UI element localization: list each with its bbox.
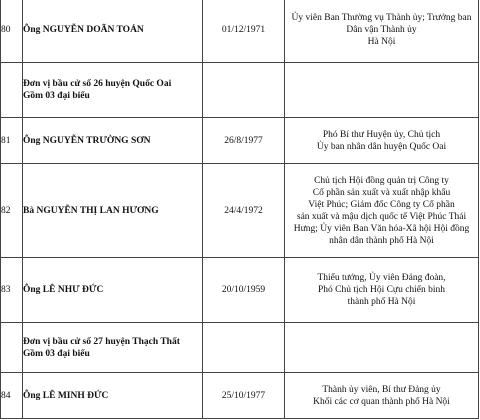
empty-cell <box>203 63 285 118</box>
empty-cell <box>285 63 479 118</box>
position-line: thành phố Hà Nội <box>347 297 416 307</box>
position-line: Phó Bí thư Huyện ủy, Chủ tịch <box>322 129 441 140</box>
position-line: Ủy ban nhân dân huyện Quốc Oai <box>316 141 447 152</box>
table-row <box>1 373 479 419</box>
delegate-position <box>285 373 479 419</box>
row-number: 84 <box>1 373 23 419</box>
position-line: Ủy viên Ban Thường vụ Thành ủy; Trưởng ban <box>291 13 472 23</box>
unit-line: Gồm 03 đại biểu <box>23 348 90 359</box>
delegate-name: Bà NGUYỄN THỊ LAN HƯƠNG <box>23 164 203 258</box>
delegate-name: Ông NGUYỄN DOÃN TOẢN <box>23 0 203 63</box>
position-line: Dân vận Thành ủy <box>346 25 417 35</box>
electoral-unit-heading <box>23 323 203 373</box>
position-line: Thành ủy viên, Bí thư Đảng ủy <box>322 384 441 395</box>
table-row <box>1 258 479 323</box>
unit-line: Gồm 03 đại biểu <box>23 91 90 101</box>
row-number: 83 <box>1 258 23 323</box>
empty-cell <box>1 323 23 373</box>
table-row <box>1 0 479 63</box>
position-line: Phó Chủ tịch Hội Cựu chiến binh <box>317 285 446 295</box>
delegate-position <box>285 118 479 164</box>
row-number: 81 <box>1 118 23 164</box>
table-row <box>1 164 479 258</box>
electoral-unit-heading <box>23 63 203 118</box>
position-line: Hà Nội <box>367 37 396 47</box>
delegate-position <box>285 258 479 323</box>
position-line: sản xuất và mậu dịch quốc tế Việt Phúc Thái <box>296 211 467 222</box>
position-line: Việt Phúc; Giám đốc Công ty Cổ phần <box>308 199 455 210</box>
position-line: Thiếu tướng, Ủy viên Đảng đoàn, <box>317 273 446 283</box>
delegate-name: Ông LÊ MINH ĐỨC <box>23 373 203 419</box>
unit-line: Đơn vị bầu cử số 26 huyện Quốc Oai <box>23 79 172 89</box>
date-of-birth: 20/10/1959 <box>203 258 285 323</box>
table-row <box>1 63 479 118</box>
delegate-name: Ông NGUYỄN TRƯỜNG SƠN <box>23 118 203 164</box>
date-of-birth: 26/8/1977 <box>203 118 285 164</box>
delegate-name: Ông LÊ NHƯ ĐỨC <box>23 258 203 323</box>
position-line: Hưng; Ủy viên Ban Văn hóa-Xã hội Hội đồng <box>293 223 470 234</box>
row-number: 80 <box>1 0 23 63</box>
table-row <box>1 118 479 164</box>
date-of-birth: 24/4/1972 <box>203 164 285 258</box>
position-line: nhân dân thành phố Hà Nội <box>329 235 434 246</box>
empty-cell <box>203 323 285 373</box>
empty-cell <box>285 323 479 373</box>
delegate-position <box>285 0 479 63</box>
empty-cell <box>1 63 23 118</box>
position-line: Khối các cơ quan thành phố Hà Nội <box>313 396 450 407</box>
table-row <box>1 323 479 373</box>
delegate-position <box>285 164 479 258</box>
position-line: Chủ tịch Hội đồng quản trị Công ty <box>314 175 449 186</box>
row-number: 82 <box>1 164 23 258</box>
unit-line: Đơn vị bầu cử số 27 huyện Thạch Thất <box>23 336 180 347</box>
date-of-birth: 25/10/1977 <box>203 373 285 419</box>
date-of-birth: 01/12/1971 <box>203 0 285 63</box>
position-line: Cổ phần sản xuất và xuất nhập khẩu <box>312 187 451 198</box>
